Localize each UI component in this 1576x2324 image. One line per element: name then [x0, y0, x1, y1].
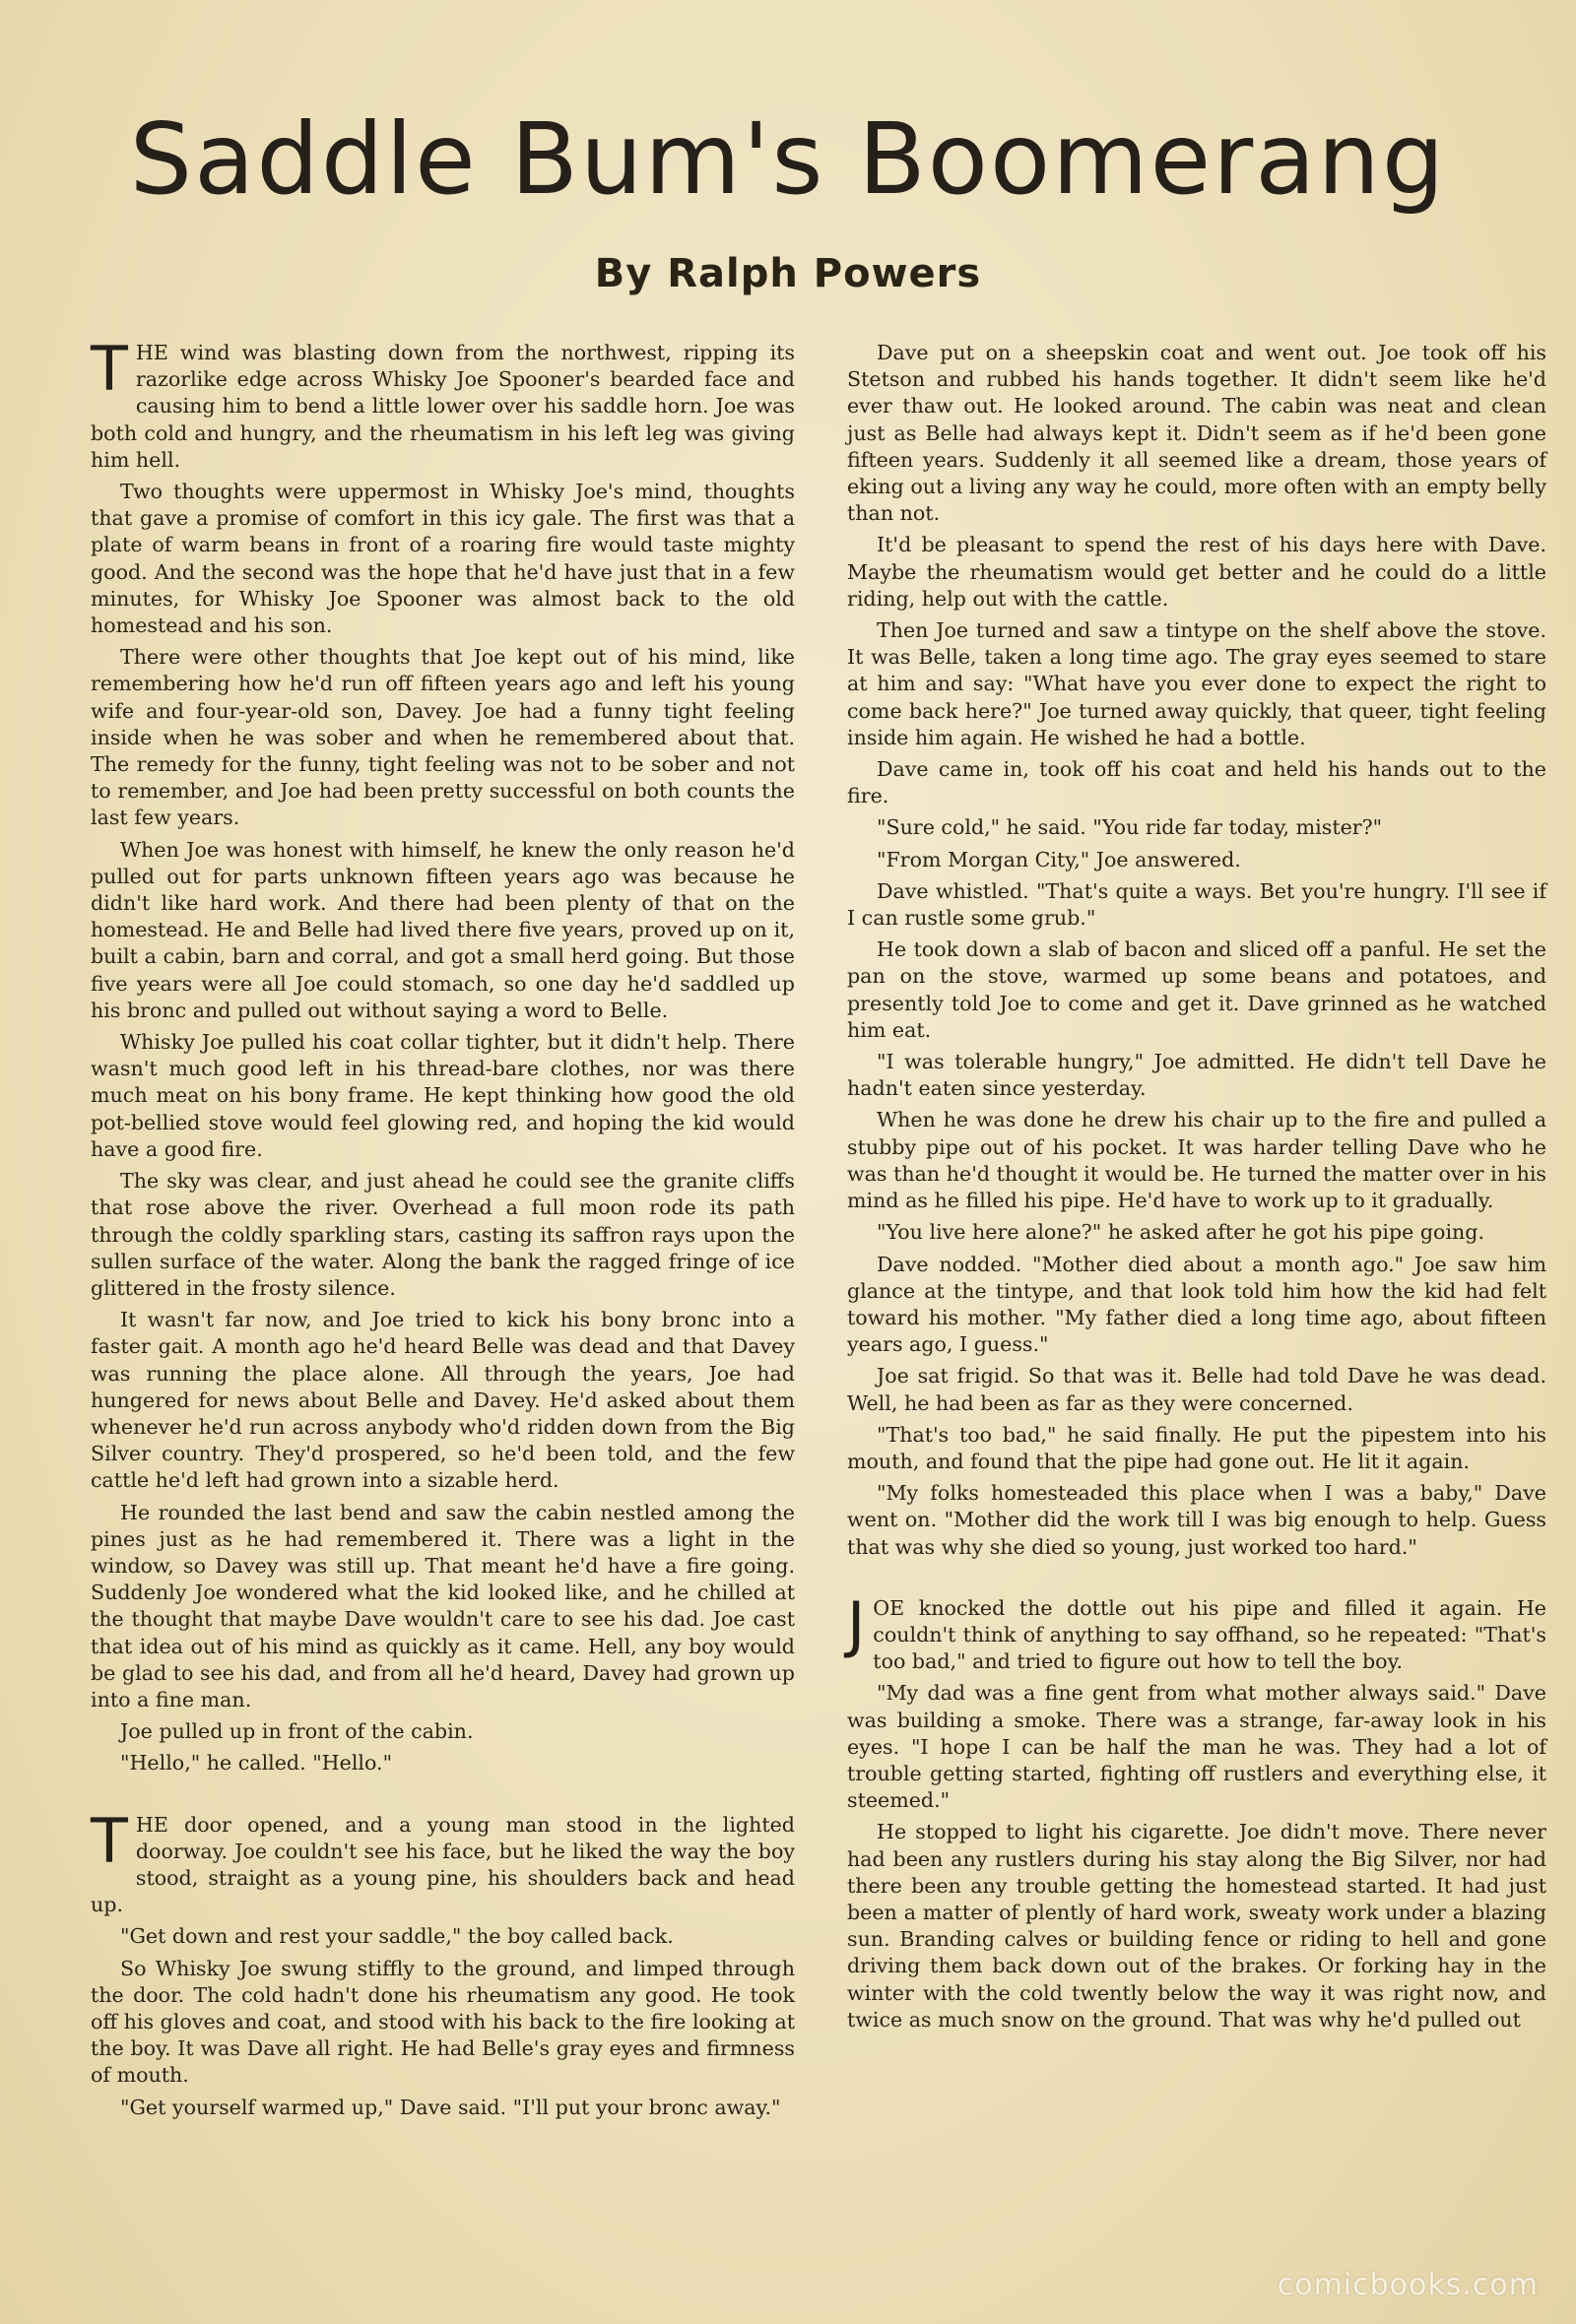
story-byline: By Ralph Powers	[594, 251, 982, 296]
paragraph: When Joe was honest with himself, he knew the only reason he'd pulled out for parts unknown fifteen years ago was because he didn't like hard work. And there had been plenty of that on the homestead. He and Belle had lived there five years, proved up on it, built a cabin, barn and corral, and got a small herd going. But those five years were all Joe could stomach, so one day he'd saddled up his bronc and pulled out without saying a word to Belle.	[91, 837, 795, 1022]
paragraph: The sky was clear, and just ahead he could see the granite cliffs that rose above the river. Overhead a full moon rode its path through the coldly sparkling stars, casting its saffron rays upon the sullen surface of the water. Along the bank the ragged fringe of ice glittered in the frosty silence.	[91, 1169, 795, 1300]
paragraph: "I was tolerable hungry," Joe admitted. He didn't tell Dave he hadn't eaten since yesterday.	[847, 1050, 1546, 1101]
paragraph: Joe sat frigid. So that was it. Belle had told Dave he was dead. Well, he had been as far as they were concerned.	[847, 1364, 1546, 1415]
paragraph-text: wind was blasting down from the northwest, ripping its razorlike edge across Whisky Joe Spooner's bearded face and causing him to bend a little lower over his saddle horn. Joe was both cold and hungry, and the rheumatism in his left leg was giving him hell.	[91, 341, 795, 472]
paragraph: Dave came in, took off his coat and held his hands out to the fire.	[847, 757, 1546, 808]
paragraph: "My dad was a fine gent from what mother always said." Dave was building a smoke. There was a strange, far-away look in his eyes. "I hope I can be half the man he was. They had a lot of trouble getting started, fighting off rustlers and everything else, it steemed."	[847, 1681, 1546, 1813]
paragraph: It'd be pleasant to spend the rest of his days here with Dave. Maybe the rheumatism would get better and he could do a little riding, help out with the cattle.	[847, 533, 1546, 611]
paragraph: "Hello," he called. "Hello."	[120, 1751, 393, 1775]
paragraph: He rounded the last bend and saw the cabin nestled among the pines just as he had remembered it. There was a light in the window, so Davey was still up. That meant he'd have a fire going. Suddenly Joe wondered what the kid looked like, and he chilled at the thought that maybe Dave wouldn't care to see his dad. Joe cast that idea out of his mind as quickly as it came. Hell, any boy would be glad to see his dad, and from all he'd heard, Davey had grown up into a fine man.	[91, 1500, 795, 1711]
paragraph: Then Joe turned and saw a tintype on the shelf above the stove. It was Belle, taken a long time ago. The gray eyes seemed to stare at him and say: "What have you ever done to expect the right to come back here?" Joe turned away quickly, that queer, tight feeling inside him again. He wished he had a bottle.	[847, 618, 1546, 749]
paragraph: Whisky Joe pulled his coat collar tighter, but it didn't help. There wasn't much good left in his thread-bare clothes, nor was there much meat on his bony frame. He kept thinking how good the old pot-bellied stove would feel glowing red, and hoping the kid would have a good fire.	[91, 1030, 795, 1161]
paragraph: He took down a slab of bacon and sliced off a panful. He set the pan on the stove, warmed up some beans and potatoes, and presently told Joe to come and get it. Dave grinned as he watched him eat.	[847, 937, 1546, 1042]
drop-cap: T	[91, 1804, 128, 1877]
paragraph: There were other thoughts that Joe kept out of his mind, like remembering how he'd run off fifteen years ago and left his young wife and four-year-old son, Davey. Joe had a funny tight feeling inside when he was sober and when he remembered about that. The remedy for the funny, tight feeling was not to be sober and not to remember, and Joe had been pretty successful on both counts the last few years.	[91, 645, 795, 830]
drop-cap: T	[91, 333, 128, 405]
section-break	[847, 1566, 1546, 1595]
paragraph: "Get yourself warmed up," Dave said. "I'll put your bronc away."	[120, 2095, 781, 2119]
paragraph: Dave nodded. "Mother died about a month ago." Joe saw him glance at the tintype, and that look told him how the kid had felt toward his mother. "My father died a long time ago, about fifteen years ago, I guess."	[847, 1252, 1546, 1357]
paragraph: He stopped to light his cigarette. Joe didn't move. There never had been any rustlers during his stay along the Big Silver, nor had there been any trouble getting the homestead started. It had just been a matter of plently of hard work, sweaty work under a blazing sun. Branding calves or building fence or riding to hell and gone driving them back down out of the brakes. Or forking hay in the winter with the cold twently below the way it was right now, and twice as much snow on the ground. That was why he'd pulled out	[847, 1820, 1546, 2032]
drop-cap: J	[847, 1587, 866, 1660]
paragraph: "From Morgan City," Joe answered.	[877, 847, 1241, 872]
story-title: Saddle Bum's Boomerang	[129, 101, 1447, 217]
section-break	[91, 1782, 795, 1812]
paragraph: When he was done he drew his chair up to the fire and pulled a stubby pipe out of his pocket. It was harder telling Dave who he was than he'd thought it would be. He turned the matter over in his mind as he filled his pipe. He'd have to work up to it gradually.	[847, 1108, 1546, 1213]
paragraph-text: knocked the dottle out his pipe and filled it again. He couldn't think of anything to say offhand, so he repeated: "That's too bad," and tried to figure out how to tell the boy.	[873, 1595, 1546, 1674]
lead-word: HE	[135, 341, 168, 364]
paragraph: Joe pulled up in front of the cabin.	[120, 1719, 474, 1744]
paragraph	[847, 1587, 1546, 1676]
paragraph-text: door opened, and a young man stood in the lighted doorway. Joe couldn't see his face, but he liked the way the boy stood, straight as a young pine, his shoulders back and head up.	[91, 1812, 795, 1917]
paragraph: Dave put on a sheepskin coat and went out. Joe took off his Stetson and rubbed his hands together. It didn't seem like he'd ever thaw out. He looked around. The cabin was neat and clean just as Belle had always kept it. Didn't seem as if he'd been gone fifteen years. Suddenly it all seemed like a dream, those years of eking out a living any way he could, more often with an empty belly than not.	[847, 341, 1546, 526]
lead-word: HE	[135, 1812, 168, 1837]
lead-word: OE	[873, 1595, 905, 1620]
paragraph	[91, 333, 795, 474]
paragraph: So Whisky Joe swung stiffly to the ground, and limped through the door. The cold hadn't done his rheumatism any good. He took off his gloves and coat, and stood with his back to the fire looking at the boy. It was Dave all right. He had Belle's gray eyes and firmness of mouth.	[91, 1956, 795, 2088]
paragraph: Dave whistled. "That's quite a ways. Bet you're hungry. I'll see if I can rustle some grub."	[847, 878, 1546, 931]
right-column	[847, 340, 1546, 2038]
paragraph	[91, 1804, 795, 1919]
paragraph: It wasn't far now, and Joe tried to kick his bony bronc into a faster gait. A month ago he'd heard Belle was dead and that Davey was running the place alone. All through the years, Joe had hungered for news about Belle and Davey. He'd asked about them whenever he'd run across anybody who'd ridden down from the Big Silver country. They'd prospered, so he'd been told, and the few cattle he'd left had grown into a sizable herd.	[91, 1308, 795, 1493]
paragraph: "My folks homesteaded this place when I was a baby," Dave went on. "Mother did the work till I was big enough to help. Guess that was why she died so young, just worked too hard."	[847, 1481, 1546, 1559]
site-watermark: comicbooks.com	[1277, 2268, 1539, 2302]
paragraph: Two thoughts were uppermost in Whisky Joe's mind, thoughts that gave a promise of comfort in this icy gale. The first was that a plate of warm beans in front of a roaring fire would taste mighty good. And the second was the hope that he'd have just that in a few minutes, for Whisky Joe Spooner was almost back to the old homestead and his son.	[91, 480, 795, 638]
paragraph: "Sure cold," he said. "You ride far today, mister?"	[877, 815, 1383, 840]
left-column	[91, 333, 795, 2126]
paragraph: "That's too bad," he said finally. He put the pipestem into his mouth, and found that the pipe had gone out. He lit it again.	[847, 1422, 1546, 1473]
paragraph: "You live here alone?" he asked after he got his pipe going.	[877, 1220, 1485, 1245]
paragraph: "Get down and rest your saddle," the boy called back.	[120, 1924, 674, 1949]
